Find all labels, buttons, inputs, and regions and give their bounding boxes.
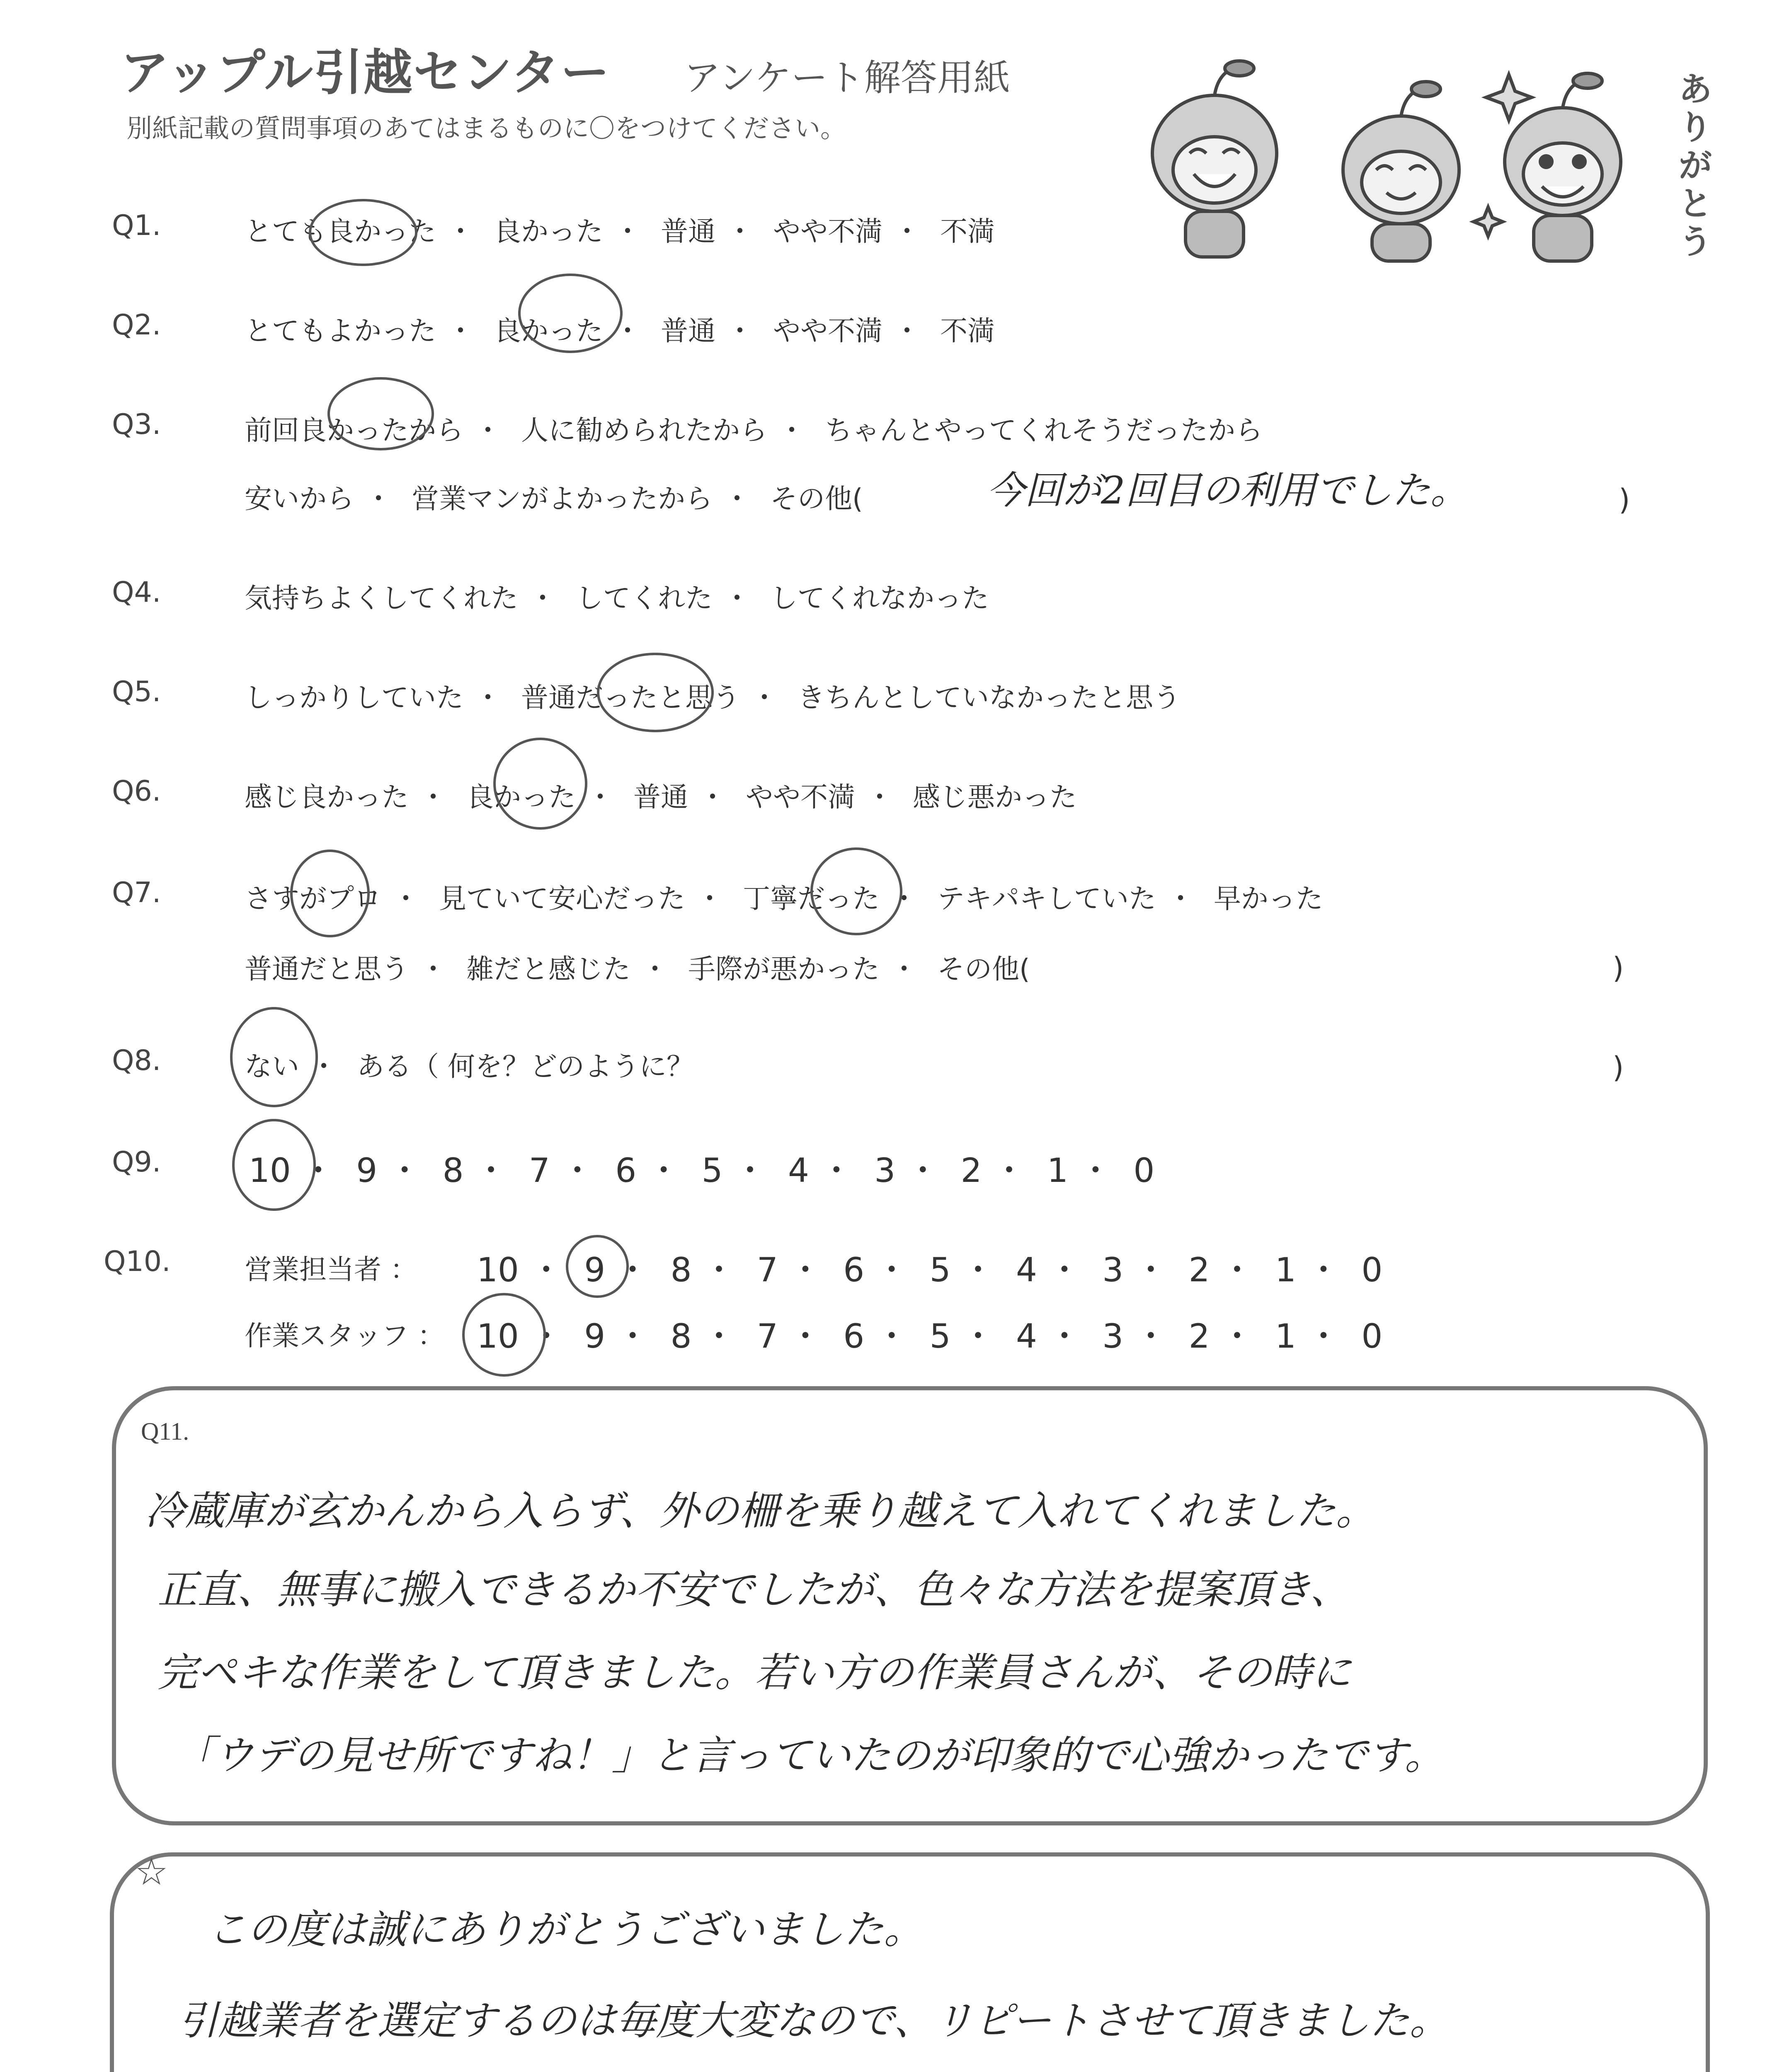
q10-sales-option[interactable]: 1 [1275, 1251, 1296, 1289]
q10-sales-scale: 10 ・ 9 ・ 8 ・ 7 ・ 6 ・ 5 ・ 4 ・ 3 ・ 2 ・ 1 ・ 0 [477, 1251, 1383, 1289]
q3-option[interactable]: 人に勧められたから [521, 414, 767, 446]
q7-option[interactable]: 手際が悪かった [688, 953, 880, 985]
company-title: アップル引越センター [120, 44, 611, 101]
q5-option[interactable]: しっかりしていた [245, 682, 463, 714]
q11-line: 冷蔵庫が玄かんから入らず、外の柵を乗り越えて入れてくれました。 [145, 1488, 1376, 1534]
q10-staff-option[interactable]: 7 [756, 1317, 778, 1356]
q10-sales-selection-circle [566, 1235, 629, 1298]
instruction-text: 別紙記載の質問事項のあてはまるものに〇をつけてください。 [126, 113, 846, 143]
monkey-mascots-illustration [1144, 50, 1712, 265]
q11-line: 正直、無事に搬入できるか不安でしたが、色々な方法を提案頂き、 [158, 1566, 1350, 1613]
q4-option[interactable]: してくれなかった [770, 582, 989, 614]
q10-staff-option[interactable]: 1 [1275, 1317, 1296, 1356]
q7-option[interactable]: 丁寧だった [742, 883, 880, 915]
q9-option[interactable]: 1 [1047, 1151, 1068, 1190]
q2-option[interactable]: やや不満 [773, 315, 883, 347]
q6-option[interactable]: 普通 [633, 781, 688, 813]
q9-number: Q9. [112, 1146, 161, 1179]
q3-option[interactable]: 営業マンがよかったから [411, 483, 713, 515]
q10-sales-option[interactable]: 2 [1188, 1251, 1210, 1289]
q10-staff-option[interactable]: 5 [929, 1317, 951, 1356]
q10-staff-option[interactable]: 2 [1188, 1317, 1210, 1356]
q10-sales-label-text: 営業担当者 [245, 1254, 381, 1285]
q7-options-line2: 普通だと思う ・ 雑だと感じた ・ 手際が悪かった ・ その他( [245, 953, 1030, 985]
q1-options: とても良かった ・ 良かった ・ 普通 ・ やや不満 ・ 不満 [245, 215, 995, 247]
q4-number: Q4. [112, 576, 161, 609]
q9-option[interactable]: 5 [701, 1151, 723, 1190]
q10-staff-selection-circle [462, 1293, 546, 1377]
q1-option[interactable]: 良かった [493, 215, 603, 247]
q9-option[interactable]: 6 [615, 1151, 637, 1190]
q9-option[interactable]: 10 [249, 1151, 291, 1190]
q1-option[interactable]: やや不満 [773, 215, 883, 247]
q2-option[interactable]: 不満 [940, 315, 995, 347]
q9-option[interactable]: 8 [442, 1151, 464, 1190]
q9-option[interactable]: 2 [960, 1151, 982, 1190]
q5-option[interactable]: きちんとしていなかったと思う [797, 682, 1181, 714]
q8-options: ない ・ ある（ 何を？どのように？ [245, 1051, 694, 1082]
q3-option[interactable]: ちゃんとやってくれそうだったから [824, 414, 1263, 446]
q6-selection-circle [493, 738, 587, 830]
q10-staff-option[interactable]: 10 [477, 1317, 519, 1356]
q8-close-paren: ) [1612, 1051, 1624, 1084]
q7-selection-circle-1 [290, 850, 370, 937]
q2-option[interactable]: 普通 [660, 315, 715, 347]
q10-sales-option[interactable]: 9 [584, 1251, 606, 1289]
form-subtitle: アンケート解答用紙 [684, 56, 1010, 99]
q6-option[interactable]: 良かった [466, 781, 576, 813]
q3-other-handwritten: 今回が2回目の利用でした。 [987, 468, 1469, 513]
q2-option[interactable]: とてもよかった [245, 315, 436, 347]
q3-option[interactable]: その他( [770, 483, 863, 515]
q5-options: しっかりしていた ・ 普通だったと思う ・ きちんとしていなかったと思う [245, 682, 1181, 714]
q3-option[interactable]: 安いから [245, 483, 354, 515]
q7-option[interactable]: 見ていて安心だった [439, 883, 685, 915]
q7-option[interactable]: 普通だと思う [245, 953, 409, 985]
q1-number: Q1. [112, 209, 161, 242]
q8-selection-circle [230, 1007, 318, 1107]
q11-line: 完ペキな作業をして頂きました。若い方の作業員さんが、その時に [158, 1649, 1351, 1696]
q7-option[interactable]: 雑だと感じた [466, 953, 630, 985]
star-icon: ☆ [135, 1850, 168, 1894]
q10-sales-label: 営業担当者 ： [245, 1254, 417, 1285]
q10-staff-option[interactable]: 0 [1361, 1317, 1383, 1356]
q7-number: Q7. [112, 876, 161, 909]
q7-option[interactable]: さすがプロ [245, 883, 381, 915]
q6-option[interactable]: やや不満 [745, 781, 855, 813]
q10-sales-option[interactable]: 4 [1016, 1251, 1037, 1289]
q9-scale: 10 ・ 9 ・ 8 ・ 7 ・ 6 ・ 5 ・ 4 ・ 3 ・ 2 ・ 1 ・ 0 [249, 1151, 1155, 1190]
q7-options-line1: さすがプロ ・ 見ていて安心だった ・ 丁寧だった ・ テキパキしていた ・ 早かった [245, 883, 1323, 915]
q10-staff-scale: 10 ・ 9 ・ 8 ・ 7 ・ 6 ・ 5 ・ 4 ・ 3 ・ 2 ・ 1 ・ 0 [477, 1317, 1383, 1356]
q10-sales-option[interactable]: 0 [1361, 1251, 1383, 1289]
q7-close-paren: ) [1612, 951, 1624, 985]
q10-staff-label: 作業スタッフ ： [245, 1320, 445, 1352]
q10-sales-option[interactable]: 5 [929, 1251, 951, 1289]
q7-selection-circle-2 [810, 847, 902, 935]
q1-selection-circle [309, 199, 417, 266]
q3-options-line2: 安いから ・ 営業マンがよかったから ・ その他( [245, 483, 863, 515]
q10-staff-option[interactable]: 3 [1102, 1317, 1124, 1356]
q4-option[interactable]: してくれた [575, 582, 713, 614]
comment-line: この度は誠にありがとうございました。 [207, 1906, 924, 1953]
q8-number: Q8. [112, 1044, 161, 1077]
q11-label: Q11. [141, 1418, 189, 1445]
q7-option[interactable]: 早かった [1213, 883, 1323, 915]
q9-option[interactable]: 9 [356, 1151, 378, 1190]
q5-option[interactable]: 普通だったと思う [521, 682, 740, 714]
q8-option[interactable]: ある（ 何を？どのように？ [356, 1051, 694, 1082]
q8-option[interactable]: ない [245, 1051, 299, 1082]
q10-sales-option[interactable]: 3 [1102, 1251, 1124, 1289]
q7-option[interactable]: テキパキしていた [937, 883, 1156, 915]
q3-number: Q3. [112, 408, 161, 441]
q10-staff-option[interactable]: 9 [584, 1317, 606, 1356]
q6-option[interactable]: 感じ悪かった [912, 781, 1077, 813]
q10-staff-label-text: 作業スタッフ [245, 1320, 409, 1352]
q5-selection-circle [597, 653, 714, 732]
q7-option[interactable]: その他( [937, 953, 1030, 985]
q9-option[interactable]: 3 [874, 1151, 896, 1190]
q3-options-line1: 前回良かったから ・ 人に勧められたから ・ ちゃんとやってくれそうだったから [245, 414, 1263, 446]
q1-option[interactable]: 普通 [660, 215, 715, 247]
q10-number: Q10. [104, 1245, 171, 1278]
q3-option[interactable]: 前回良かったから [245, 414, 463, 446]
q2-selection-circle [518, 274, 623, 353]
q4-options: 気持ちよくしてくれた ・ してくれた ・ してくれなかった [245, 582, 989, 614]
q10-sales-option[interactable]: 8 [670, 1251, 692, 1289]
q10-sales-option[interactable]: 6 [843, 1251, 865, 1289]
q10-staff-option[interactable]: 4 [1016, 1317, 1037, 1356]
q9-selection-circle [232, 1119, 316, 1211]
q6-number: Q6. [112, 775, 161, 808]
q10-staff-option[interactable]: 8 [670, 1317, 692, 1356]
q2-options: とてもよかった ・ 良かった ・ 普通 ・ やや不満 ・ 不満 [245, 315, 995, 347]
q9-option[interactable]: 0 [1133, 1151, 1155, 1190]
q6-option[interactable]: 感じ良かった [245, 781, 409, 813]
q2-number: Q2. [112, 309, 161, 341]
comment-line: 引越業者を選定するのは毎度大変なので、リピートさせて頂きました。 [178, 1997, 1450, 2044]
q5-number: Q5. [112, 675, 161, 708]
q6-options: 感じ良かった ・ 良かった ・ 普通 ・ やや不満 ・ 感じ悪かった [245, 781, 1077, 813]
q10-staff-option[interactable]: 6 [843, 1317, 865, 1356]
q11-line: 「ウデの見せ所ですね！」と言っていたのが印象的で心強かったです。 [174, 1732, 1445, 1779]
q10-sales-option[interactable]: 7 [756, 1251, 778, 1289]
q1-option[interactable]: とても良かった [245, 215, 436, 247]
q1-option[interactable]: 不満 [940, 215, 995, 247]
q3-close-paren: ) [1619, 483, 1630, 517]
q10-sales-option[interactable]: 10 [477, 1251, 519, 1289]
q2-option[interactable]: 良かった [493, 315, 603, 347]
mascot-caption: ありがとう [1679, 70, 1712, 261]
q3-selection-circle [327, 377, 434, 450]
q4-option[interactable]: 気持ちよくしてくれた [245, 582, 518, 614]
q9-option[interactable]: 7 [529, 1151, 550, 1190]
q9-option[interactable]: 4 [788, 1151, 809, 1190]
